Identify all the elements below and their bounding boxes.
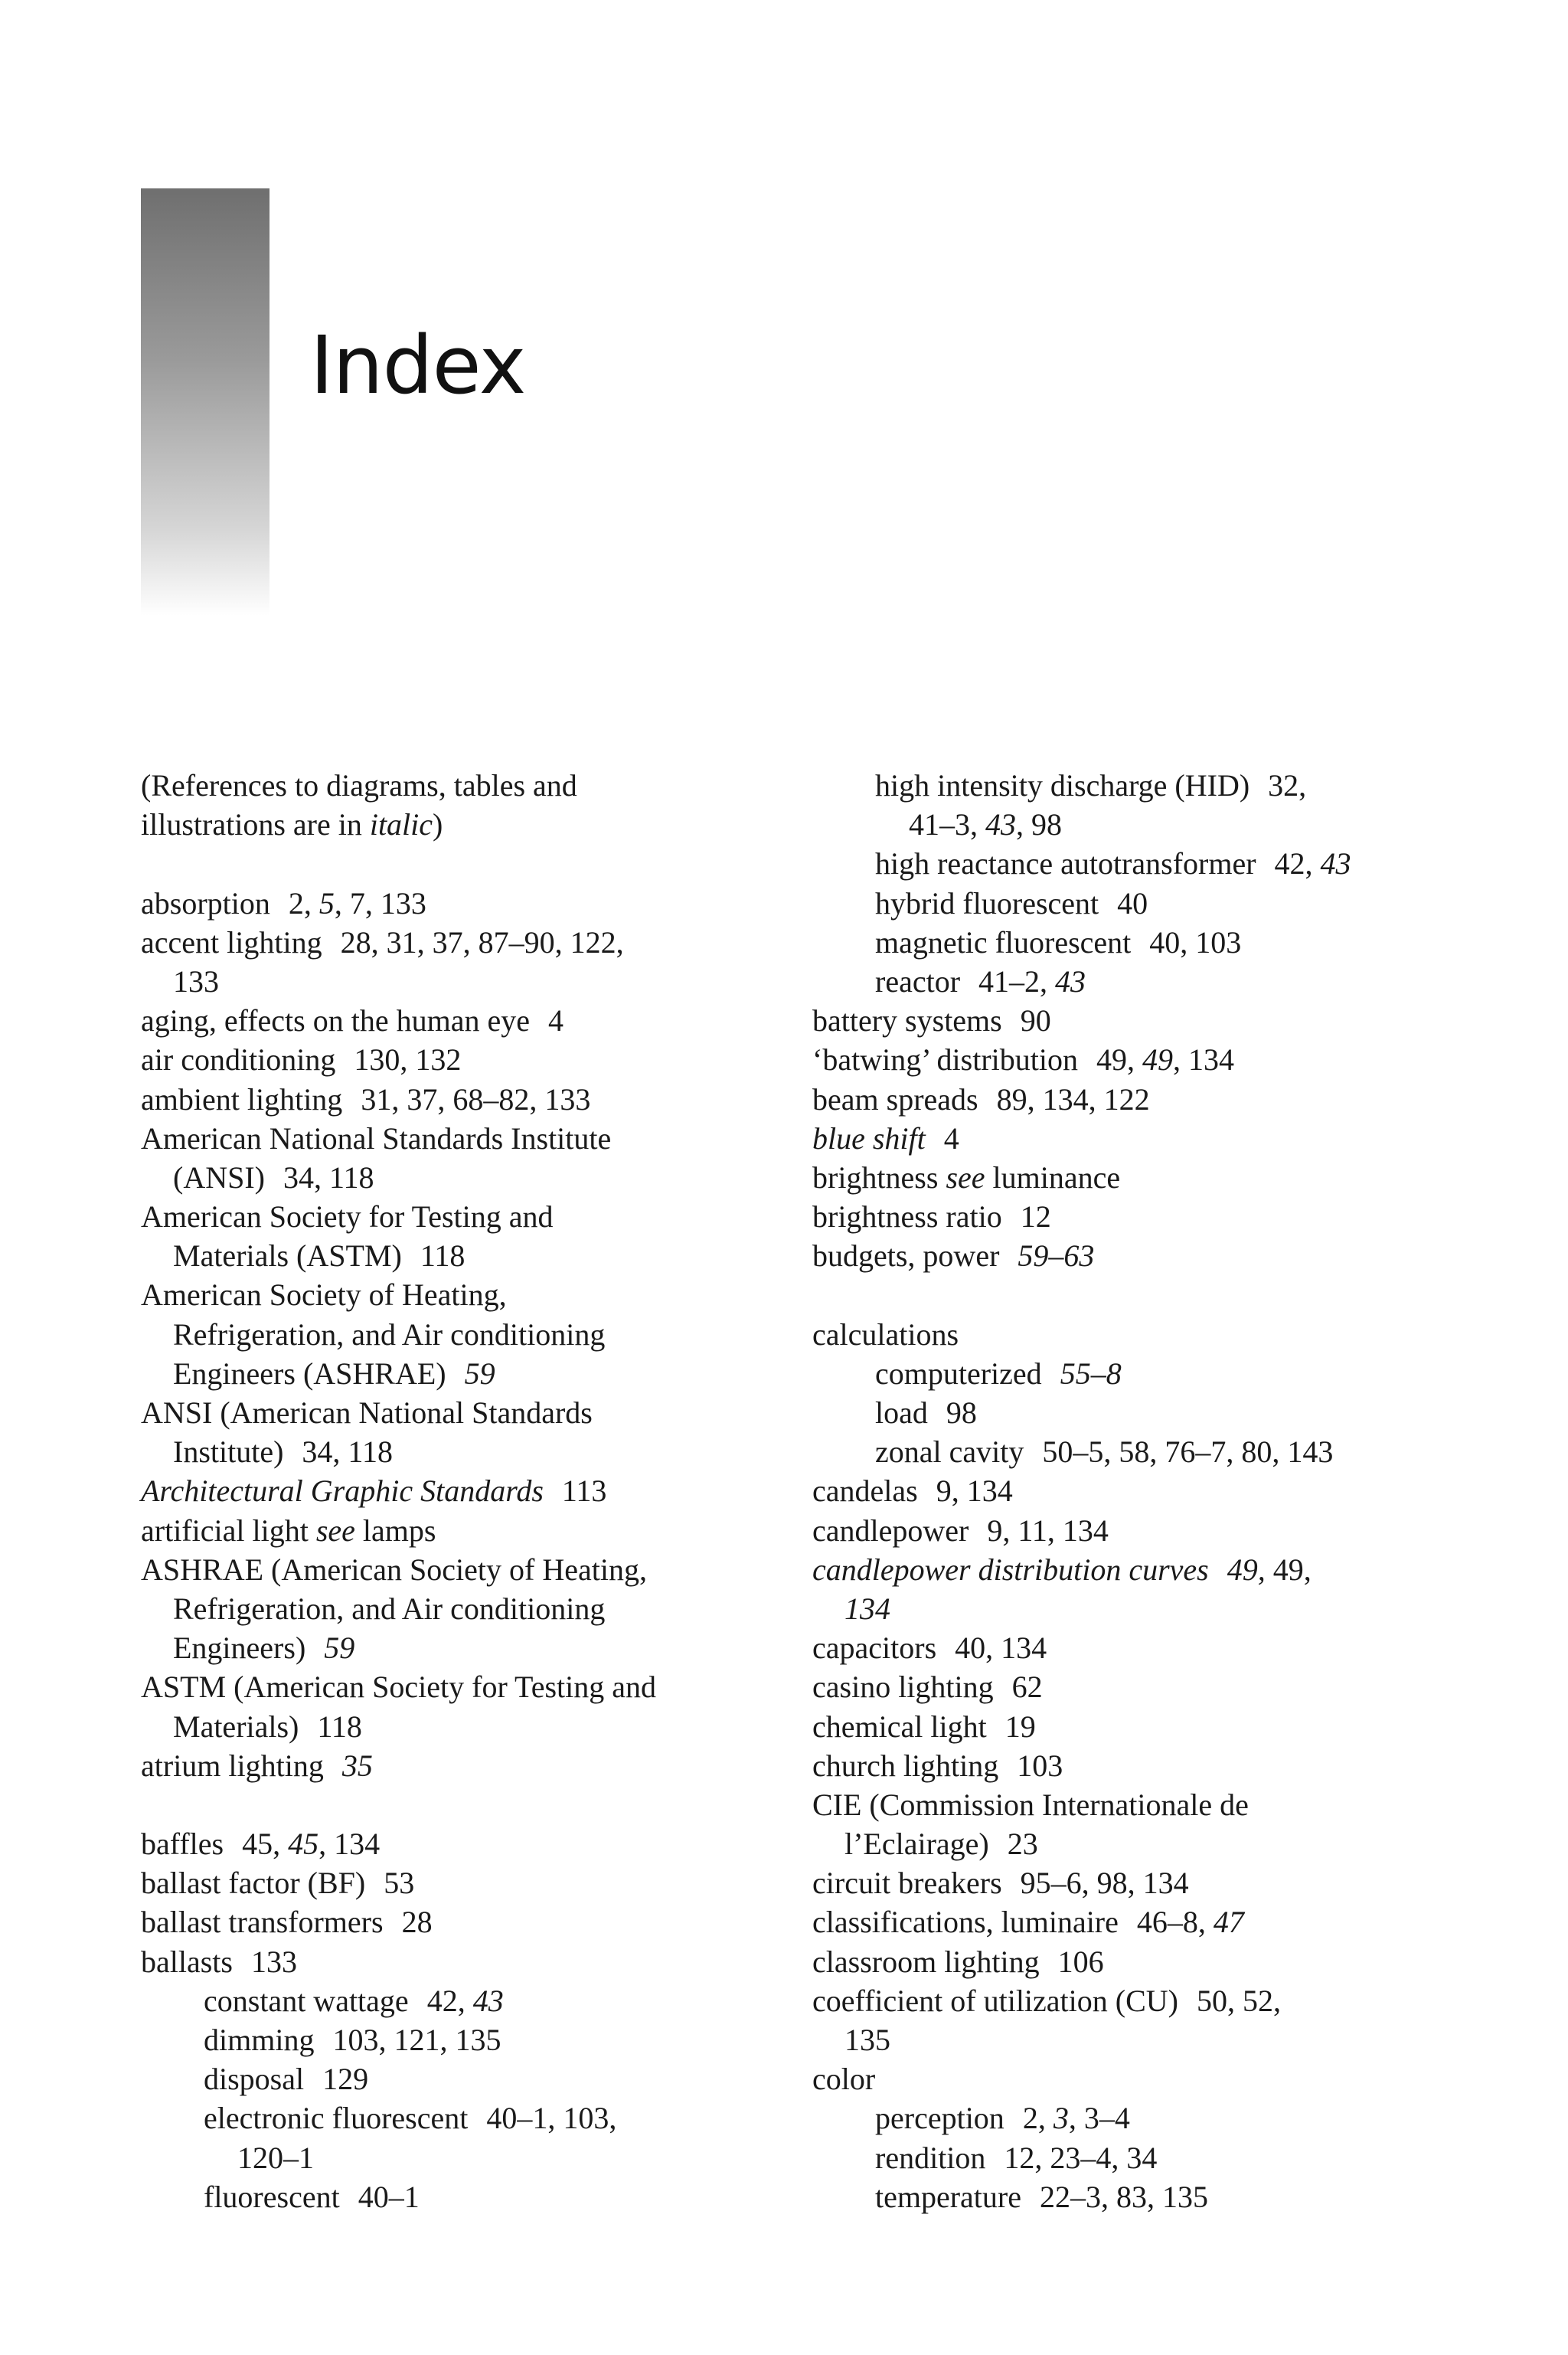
index-text: CIE (Commission Internationale de	[812, 1787, 1249, 1822]
index-line	[141, 1942, 799, 1981]
index-line	[812, 1432, 1471, 1471]
index-line	[141, 1707, 799, 1746]
index-text: high reactance autotransformer	[875, 846, 1256, 881]
index-text: Architectural Graphic Standards	[141, 1474, 544, 1509]
index-line	[812, 1824, 1471, 1863]
index-text: classroom lighting	[812, 1944, 1040, 1979]
index-line	[141, 2138, 799, 2177]
index-column-left	[141, 766, 799, 2216]
index-line	[141, 1001, 799, 1040]
index-text: circuit breakers	[812, 1866, 1002, 1901]
index-line	[812, 1511, 1471, 1550]
index-line	[812, 1707, 1471, 1746]
index-text: , 7, 133	[334, 885, 426, 921]
index-text: 32,	[1268, 768, 1307, 803]
index-text: ballast factor (BF)	[141, 1866, 366, 1901]
index-text: 5	[318, 885, 335, 921]
index-text: 89, 134, 122	[996, 1081, 1150, 1117]
index-text: electronic fluorescent	[204, 2101, 469, 2136]
index-text: ANSI (American National Standards	[141, 1395, 593, 1430]
index-line	[141, 1158, 799, 1197]
index-text: ASHRAE (American Society of Heating,	[141, 1552, 647, 1587]
index-line	[812, 1550, 1471, 1589]
index-text: church lighting	[812, 1748, 999, 1783]
index-text: load	[875, 1395, 928, 1430]
index-text: 9, 11, 134	[987, 1513, 1109, 1548]
index-text: see	[315, 1513, 355, 1548]
index-line	[812, 1667, 1471, 1706]
index-text: (References to diagrams, tables and	[141, 768, 577, 803]
index-text: italic	[369, 807, 433, 842]
index-text: 40, 134	[955, 1631, 1047, 1666]
index-line	[141, 1119, 799, 1158]
index-text: 134	[844, 1591, 890, 1626]
index-line	[812, 1471, 1471, 1510]
index-text: Materials)	[173, 1709, 299, 1744]
index-line	[141, 962, 799, 1001]
index-text: ‘batwing’ distribution	[812, 1042, 1078, 1078]
index-text: artificial light	[141, 1513, 316, 1548]
index-text: hybrid fluorescent	[875, 885, 1099, 921]
index-line	[141, 1902, 799, 1941]
index-text: lamps	[354, 1513, 436, 1548]
index-text: 53	[384, 1866, 415, 1901]
index-text: 22–3, 83, 135	[1040, 2179, 1208, 2214]
index-text: ASTM (American Society for Testing and	[141, 1670, 656, 1705]
index-text: 90	[1020, 1003, 1051, 1038]
index-line	[812, 1902, 1471, 1941]
index-line	[141, 766, 799, 805]
index-line	[812, 1001, 1471, 1040]
index-text: American Society for Testing and	[141, 1199, 554, 1235]
index-line	[141, 2177, 799, 2216]
index-text: 49,	[1227, 1552, 1266, 1587]
index-text: 42,	[426, 1983, 473, 2018]
index-text: coefficient of utilization (CU)	[812, 1983, 1178, 2018]
index-line	[812, 1785, 1471, 1824]
index-text: , 3–4	[1068, 2101, 1130, 2136]
index-text: brightness	[812, 1160, 946, 1195]
index-line	[141, 2059, 799, 2098]
index-text: dimming	[204, 2023, 315, 2057]
index-line	[812, 1746, 1471, 1785]
index-text: 4	[943, 1120, 959, 1156]
index-text: 34, 118	[302, 1434, 393, 1470]
index-text: 130, 132	[354, 1042, 462, 1078]
index-text: fluorescent	[204, 2179, 340, 2214]
index-text: 59	[464, 1356, 495, 1391]
index-line	[812, 1393, 1471, 1432]
index-text: brightness ratio	[812, 1199, 1002, 1235]
index-line	[141, 1236, 799, 1275]
index-line	[812, 2059, 1471, 2098]
index-text: 42,	[1274, 846, 1321, 881]
index-line	[141, 805, 799, 844]
index-text: 4	[547, 1003, 564, 1038]
index-text: candlepower distribution curves	[812, 1552, 1209, 1587]
section-spacer	[812, 1275, 1471, 1314]
index-line	[141, 1275, 799, 1314]
index-text: air conditioning	[141, 1042, 336, 1078]
index-text: constant wattage	[204, 1983, 409, 2018]
index-line	[812, 962, 1471, 1001]
index-line	[141, 1628, 799, 1667]
index-line	[812, 2020, 1471, 2059]
index-text: 43	[1320, 846, 1351, 881]
index-text: 59–63	[1018, 1238, 1095, 1274]
index-line	[812, 766, 1471, 805]
index-line	[141, 1315, 799, 1354]
index-text: 113	[561, 1474, 607, 1509]
index-line	[141, 1040, 799, 1079]
index-text: budgets, power	[812, 1238, 1000, 1274]
index-text: 41–3,	[909, 807, 985, 842]
index-text: 129	[322, 2062, 369, 2097]
index-line	[141, 2020, 799, 2059]
index-text: 95–6, 98, 134	[1020, 1866, 1189, 1901]
index-text: 35	[341, 1748, 373, 1783]
index-text: 40–1	[358, 2179, 420, 2214]
index-text: 40–1, 103,	[486, 2101, 617, 2136]
index-line	[812, 1158, 1471, 1197]
index-line	[812, 2177, 1471, 2216]
index-text: 118	[420, 1238, 466, 1274]
index-text: Engineers (ASHRAE)	[173, 1356, 446, 1391]
index-line	[812, 1040, 1471, 1079]
index-text: 43	[472, 1983, 504, 2018]
index-text: , 98	[1016, 807, 1062, 842]
index-text: 2,	[1022, 2101, 1054, 2136]
index-text: 23	[1007, 1827, 1038, 1862]
index-text: Materials (ASTM)	[173, 1238, 402, 1274]
index-text: aging, effects on the human eye	[141, 1003, 530, 1038]
index-text: 49	[1142, 1042, 1173, 1078]
index-line	[141, 1550, 799, 1589]
index-text: 28, 31, 37, 87–90, 122,	[340, 924, 624, 960]
index-text: beam spreads	[812, 1081, 978, 1117]
index-text: classifications, luminaire	[812, 1905, 1119, 1940]
index-line	[812, 1315, 1471, 1354]
index-text: 49,	[1265, 1552, 1312, 1587]
index-line	[812, 844, 1471, 883]
index-text: computerized	[875, 1356, 1042, 1391]
index-text: 133	[173, 963, 219, 999]
index-text: )	[433, 807, 443, 842]
index-text: magnetic fluorescent	[875, 924, 1132, 960]
index-text: 59	[324, 1631, 355, 1666]
index-text: 9, 134	[936, 1474, 1013, 1509]
index-text: American National Standards Institute	[141, 1120, 612, 1156]
index-line	[141, 1667, 799, 1706]
index-text: candelas	[812, 1474, 918, 1509]
index-text: accent lighting	[141, 924, 322, 960]
index-text: ballast transformers	[141, 1905, 384, 1940]
index-text: 43	[985, 807, 1016, 842]
index-line	[141, 1354, 799, 1393]
index-text: 133	[250, 1944, 297, 1979]
index-text: 46–8,	[1136, 1905, 1214, 1940]
index-text: absorption	[141, 885, 270, 921]
index-text: see	[946, 1160, 985, 1195]
index-text: 55–8	[1060, 1356, 1122, 1391]
index-text: 41–2,	[978, 963, 1056, 999]
index-line	[141, 1511, 799, 1550]
index-line	[812, 1589, 1471, 1628]
index-text: , 134	[318, 1827, 381, 1862]
index-text: 49,	[1096, 1042, 1142, 1078]
index-text: 3	[1053, 2101, 1069, 2136]
index-text: perception	[875, 2101, 1004, 2136]
page-title: Index	[310, 319, 526, 412]
index-line	[141, 1432, 799, 1471]
index-line	[141, 884, 799, 923]
index-text: reactor	[875, 963, 961, 999]
index-line	[141, 1471, 799, 1510]
index-text: 103	[1017, 1748, 1063, 1783]
index-text: l’Eclairage)	[844, 1827, 989, 1862]
index-text: 12	[1020, 1199, 1051, 1235]
index-text: illustrations are in	[141, 807, 370, 842]
index-text: 12, 23–4, 34	[1004, 2140, 1158, 2175]
index-line	[141, 1824, 799, 1863]
index-text: chemical light	[812, 1709, 987, 1744]
index-text: 34, 118	[283, 1160, 374, 1195]
index-text: ballasts	[141, 1944, 233, 1979]
index-text: 40	[1117, 885, 1148, 921]
index-text: casino lighting	[812, 1670, 994, 1705]
index-text: , 134	[1173, 1042, 1234, 1078]
index-line	[141, 1197, 799, 1236]
index-text: Refrigeration, and Air conditioning	[173, 1591, 606, 1626]
section-spacer	[141, 1785, 799, 1824]
index-text: 103, 121, 135	[332, 2023, 501, 2057]
index-text: 62	[1011, 1670, 1043, 1705]
index-line	[141, 1981, 799, 2020]
index-line	[812, 1119, 1471, 1158]
index-text: battery systems	[812, 1003, 1002, 1038]
index-line	[812, 1197, 1471, 1236]
index-text: calculations	[812, 1317, 959, 1352]
index-text: luminance	[985, 1160, 1121, 1195]
index-text: (ANSI)	[173, 1160, 265, 1195]
index-text: 40, 103	[1149, 924, 1242, 960]
section-spacer	[141, 844, 799, 883]
index-line	[141, 1393, 799, 1432]
index-line	[812, 923, 1471, 962]
index-text: disposal	[204, 2062, 305, 2097]
index-text: 47	[1213, 1905, 1244, 1940]
index-text: American Society of Heating,	[141, 1277, 507, 1313]
index-text: blue shift	[812, 1120, 926, 1156]
index-text: candlepower	[812, 1513, 969, 1548]
index-text: 19	[1004, 1709, 1036, 1744]
index-line	[141, 1589, 799, 1628]
index-text: Institute)	[173, 1434, 284, 1470]
index-text: 31, 37, 68–82, 133	[361, 1081, 591, 1117]
chapter-tab-graphic	[141, 188, 270, 616]
index-line	[141, 923, 799, 962]
index-text: 2,	[288, 885, 319, 921]
index-line	[812, 805, 1471, 844]
index-line	[141, 1863, 799, 1902]
index-text: high intensity discharge (HID)	[875, 768, 1250, 803]
index-line	[812, 1942, 1471, 1981]
index-text: Engineers)	[173, 1631, 306, 1666]
index-text: 118	[317, 1709, 362, 1744]
index-text: 135	[844, 2023, 890, 2057]
index-line	[812, 884, 1471, 923]
index-line	[812, 1354, 1471, 1393]
index-text: color	[812, 2062, 876, 2097]
index-line	[812, 1863, 1471, 1902]
index-text: ambient lighting	[141, 1081, 343, 1117]
index-line	[812, 2138, 1471, 2177]
index-text: 45	[288, 1827, 319, 1862]
index-text: 50–5, 58, 76–7, 80, 143	[1042, 1434, 1334, 1470]
index-text: atrium lighting	[141, 1748, 324, 1783]
index-text: Refrigeration, and Air conditioning	[173, 1317, 606, 1352]
index-text: capacitors	[812, 1631, 937, 1666]
index-text: 43	[1055, 963, 1086, 999]
index-text: 45,	[242, 1827, 289, 1862]
index-line	[812, 1236, 1471, 1275]
index-line	[141, 2098, 799, 2137]
index-text: temperature	[875, 2179, 1021, 2214]
index-line	[812, 1080, 1471, 1119]
index-line	[812, 1981, 1471, 2020]
index-text: 120–1	[237, 2140, 314, 2175]
index-text: baffles	[141, 1827, 224, 1862]
index-text: 106	[1057, 1944, 1104, 1979]
index-text: rendition	[875, 2140, 986, 2175]
index-line	[812, 2098, 1471, 2137]
index-line	[812, 1628, 1471, 1667]
index-text: 98	[946, 1395, 977, 1430]
index-line	[141, 1746, 799, 1785]
index-text: 50, 52,	[1197, 1983, 1281, 2018]
index-line	[141, 1080, 799, 1119]
index-text: zonal cavity	[875, 1434, 1024, 1470]
index-column-right	[812, 766, 1471, 2216]
index-text: 28	[401, 1905, 433, 1940]
